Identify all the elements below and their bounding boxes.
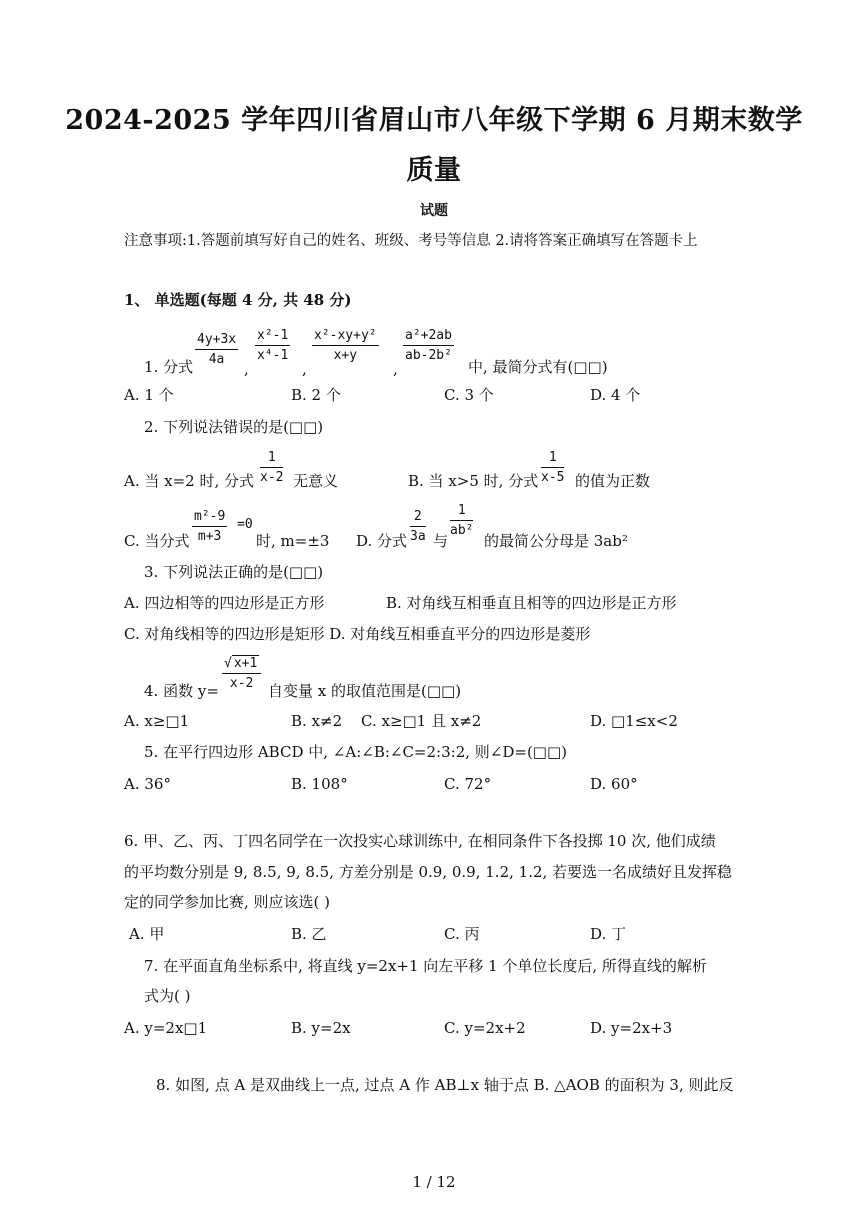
q1-sep-2: , (302, 360, 307, 378)
q7-option-d: D. y=2x+3 (590, 1019, 673, 1037)
q5-option-c: C. 72° (444, 775, 492, 793)
q6-option-b: B. 乙 (291, 925, 327, 943)
radicand: x+1 (233, 656, 258, 671)
q4-option-b: B. x≠2 (291, 712, 343, 730)
q3-option-cd: C. 对角线相等的四边形是矩形 D. 对角线互相垂直平分的四边形是菱形 (124, 625, 591, 643)
q2-b-post: 的值为正数 (575, 472, 651, 490)
q4-option-c: C. x≥□1 且 x≠2 (361, 712, 482, 730)
q6-option-c: C. 丙 (444, 925, 480, 943)
q1-option-c: C. 3 个 (444, 386, 494, 404)
q2-d-fraction-1: $\frac{2}{3a}$ (410, 509, 426, 544)
q1-fraction-4: $\frac{\text{a²+2ab}}{\text{ab-2b²}}$ (405, 328, 452, 363)
q4-option-d: D. □1≤x<2 (590, 712, 678, 730)
q6-line-2: 的平均数分别是 9, 8.5, 9, 8.5, 方差分别是 0.9, 0.9, 1.2, 1.2, 若要选一名成绩好且发挥稳 (124, 863, 733, 881)
q5-option-b: B. 108° (291, 775, 348, 793)
page-subtitle: 试题 (420, 203, 448, 219)
q3-option-a: A. 四边相等的四边形是正方形 (124, 594, 325, 612)
q2-d-fraction-2: $\frac{1}{\text{ab²}}$ (450, 503, 474, 538)
q3-stem: 3. 下列说法正确的是(□□) (144, 563, 324, 581)
q6-option-a: A. 甲 (129, 925, 165, 943)
q1-fraction-2: $\frac{\text{x²-1}}{\text{x⁴-1}}$ (257, 328, 289, 363)
q1-sep-3: , (393, 360, 398, 378)
q5-option-a: A. 36° (124, 775, 171, 793)
q1-option-a: A. 1 个 (124, 386, 174, 404)
q1-fraction-1: $\frac{4y+3x}{4a}$ (197, 332, 237, 367)
page-title-line1: 2024-2025 学年四川省眉山市八年级下学期 6 月期末数学 (65, 105, 803, 136)
q1-sep-1: , (244, 360, 249, 378)
q5-stem: 5. 在平行四边形 ABCD 中, ∠A:∠B:∠C=2:3:2, 则∠D=(□□) (144, 743, 567, 761)
q7-option-a: A. y=2x□1 (124, 1019, 208, 1037)
q2-stem: 2. 下列说法错误的是(□□) (144, 418, 324, 436)
q2-c-pre: C. 当分式 (124, 532, 190, 550)
q4-post: 自变量 x 的取值范围是(□□) (268, 682, 462, 700)
page-title-line2: 质量 (406, 155, 462, 186)
q6-line-3: 定的同学参加比赛, 则应该选( ) (124, 893, 331, 911)
q2-b-pre: B. 当 x>5 时, 分式 (408, 472, 539, 490)
q2-a-fraction: $\frac{1}{x-2}$ (260, 450, 284, 485)
q2-d-pre: D. 分式 (356, 532, 408, 550)
q3-option-b: B. 对角线互相垂直且相等的四边形是正方形 (386, 594, 677, 612)
q7-line-1: 7. 在平面直角坐标系中, 将直线 y=2x+1 向左平移 1 个单位长度后, 所得直线的解析 (144, 957, 707, 975)
q1-option-b: B. 2 个 (291, 386, 341, 404)
q8-line-1: 8. 如图, 点 A 是双曲线上一点, 过点 A 作 AB⊥x 轴于点 B. △AOB 的面积为 3, 则此反 (156, 1076, 734, 1094)
page-number: 1 / 12 (412, 1173, 456, 1191)
q1-option-d: D. 4 个 (590, 386, 641, 404)
q6-line-1: 6. 甲、乙、丙、丁四名同学在一次投实心球训练中, 在相同条件下各投掷 10 次, 他们成绩 (124, 832, 716, 850)
q2-c-equals: =0 (237, 517, 253, 532)
q2-a-post: 无意义 (293, 472, 339, 490)
q6-option-d: D. 丁 (590, 925, 627, 943)
notice: 注意事项:1.答题前填写好自己的姓名、班级、考号等信息 2.请将答案正确填写在答题卡上 (124, 233, 698, 249)
q2-c-post: 时, m=±3 (256, 532, 330, 550)
q7-option-b: B. y=2x (291, 1019, 351, 1037)
q4-fraction: $\frac{√ x+1}{x-2}$ (222, 656, 261, 692)
q1-prefix: 1. 分式 (144, 358, 194, 376)
q2-d-mid: 与 (433, 532, 449, 550)
q1-fraction-3: $\frac{\text{x²-xy+y²}}{x+y}$ (314, 328, 377, 363)
q5-option-d: D. 60° (590, 775, 638, 793)
q2-b-fraction: $\frac{1}{x-5}$ (541, 450, 565, 485)
q7-line-2: 式为( ) (144, 987, 191, 1005)
q2-a-pre: A. 当 x=2 时, 分式 (124, 472, 255, 490)
q4-pre: 4. 函数 y= (144, 682, 219, 700)
radical-sign: √ (224, 656, 232, 671)
section-heading: 1、 单选题(每题 4 分, 共 48 分) (124, 291, 352, 309)
q4-option-a: A. x≥□1 (124, 712, 190, 730)
q2-d-post: 的最简公分母是 3ab² (484, 532, 628, 550)
q2-c-fraction: $\frac{\text{m²-9}}{m+3}$ (194, 509, 226, 544)
q7-option-c: C. y=2x+2 (444, 1019, 526, 1037)
q1-suffix: 中, 最简分式有(□□) (468, 358, 608, 376)
